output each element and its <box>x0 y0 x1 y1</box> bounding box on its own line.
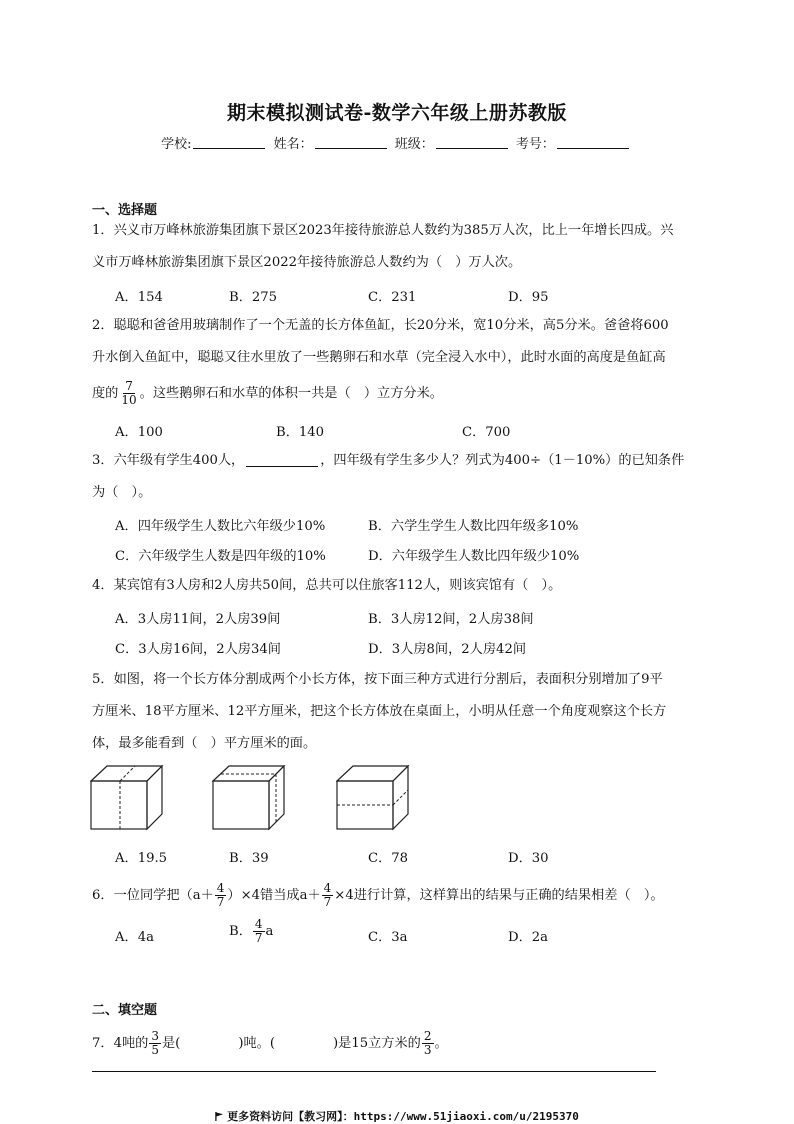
q3-line2: 为（ ）。 <box>92 485 152 500</box>
q2-line1: 2．聪聪和爸爸用玻璃制作了一个无盖的长方体鱼缸，长20分米，宽10分米，高5分米。爸爸将600 <box>92 318 669 333</box>
school-blank[interactable] <box>193 136 265 149</box>
q7-f1-den: 5 <box>151 1043 159 1057</box>
page-title: 期末模拟测试卷-数学六年级上册苏教版 <box>227 102 567 124</box>
q6-option-b-suffix: a <box>265 924 274 939</box>
q2-line3-post: 。这些鹅卵石和水草的体积一共是（ ）立方分米。 <box>139 386 443 401</box>
name-blank[interactable] <box>315 136 387 149</box>
cuboid-figure-horizontal-cut <box>336 765 410 831</box>
q6-line1 <box>92 882 712 909</box>
q1-option-c[interactable]: C．231 <box>368 290 417 305</box>
q1-line1: 1．兴义市万峰林旅游集团旗下景区2023年接待旅游总人数约为385万人次，比上一年增长四成。兴 <box>92 223 674 238</box>
q3-line1 <box>92 451 712 471</box>
q6-option-b-fraction <box>253 918 265 945</box>
q6-fraction-1 <box>215 882 227 909</box>
q2-frac-den: 10 <box>121 393 137 407</box>
q6-fraction-2 <box>322 882 334 909</box>
q4-option-b[interactable]: B．3人房12间，2人房38间 <box>368 612 534 627</box>
q6-optb-den: 7 <box>254 931 263 945</box>
number-label: 考号： <box>515 137 555 152</box>
q7-f2-den: 3 <box>423 1043 432 1057</box>
q6-option-a[interactable]: A．4a <box>115 930 154 945</box>
q7-f2-num: 2 <box>423 1029 432 1043</box>
q2-option-c[interactable]: C．700 <box>462 425 511 440</box>
q3-blank[interactable] <box>246 452 318 467</box>
school-label: 学校: <box>161 137 192 152</box>
q5-option-a[interactable]: A．19.5 <box>115 851 168 866</box>
q2-option-a[interactable]: A．100 <box>115 425 163 440</box>
q3-line1-pre: 3．六年级有学生400人， <box>92 453 245 468</box>
q4-line1: 4．某宾馆有3人房和2人房共50间，总共可以住旅客112人，则该宾馆有（ ）。 <box>92 578 562 593</box>
q5-option-d[interactable]: D．30 <box>508 851 549 866</box>
q3-line1-post: ，四年级有学生多少人？列式为400÷（1－10%）的已知条件 <box>320 453 685 468</box>
q7-fraction-2 <box>422 1030 434 1057</box>
q7-mid2: )吨。( <box>238 1036 275 1051</box>
student-info-row <box>0 133 794 152</box>
bottom-rule <box>92 1071 656 1072</box>
q7-pre: 7．4吨的 <box>92 1036 149 1051</box>
q2-frac-num: 7 <box>125 379 133 393</box>
q5-option-b[interactable]: B．39 <box>229 851 269 866</box>
q2-line3-pre: 度的 <box>92 386 119 401</box>
footer-text: 更多资料访问【教习网】：https://www.51jiaoxi.com/u/2195370 <box>227 1110 579 1123</box>
class-blank[interactable] <box>436 136 508 149</box>
number-blank[interactable] <box>557 136 629 149</box>
q6-frac1-den: 7 <box>216 895 225 909</box>
q6-mid2: ×4进行计算，这样算出的结果与正确的结果相差（ ）。 <box>334 888 664 903</box>
q4-option-c[interactable]: C．3人房16间，2人房34间 <box>115 642 281 657</box>
q6-option-b[interactable] <box>229 918 273 945</box>
q2-line2: 升水倒入鱼缸中，聪聪又往水里放了一些鹅卵石和水草（完全浸入水中），此时水面的高度是鱼缸高 <box>92 350 666 365</box>
q5-line3: 体，最多能看到（ ）平方厘米的面。 <box>92 736 317 751</box>
q3-option-a[interactable]: A．四年级学生人数比六年级少10% <box>115 519 326 534</box>
q1-line2: 义市万峰林旅游集团旗下景区2022年接待旅游总人数约为（ ）万人次。 <box>92 255 522 270</box>
name-label: 姓名： <box>273 137 313 152</box>
q5-line1: 5．如图，将一个长方体分割成两个小长方体，按下面三种方式进行分割后，表面积分别增加了9平 <box>92 672 663 687</box>
q3-option-b[interactable]: B．六学生学生人数比四年级多10% <box>368 519 579 534</box>
q2-option-b[interactable]: B．140 <box>276 425 325 440</box>
q7-mid1: 是( <box>161 1036 181 1051</box>
q1-option-d[interactable]: D．95 <box>508 290 549 305</box>
flag-icon <box>215 1112 224 1121</box>
footer-link[interactable] <box>0 1108 794 1124</box>
q4-option-d[interactable]: D．3人房8间，2人房42间 <box>368 642 527 657</box>
q6-optb-num: 4 <box>254 917 263 931</box>
q7-post: 。 <box>434 1036 448 1051</box>
q7-line1 <box>92 1030 712 1057</box>
q6-mid1: ）×4错当成a＋ <box>227 888 321 903</box>
q6-pre: 6．一位同学把（a＋ <box>92 888 214 903</box>
cuboid-figure-vertical-cut <box>90 765 164 831</box>
q7-mid3: )是15立方米的 <box>333 1036 421 1051</box>
q6-option-b-label: B． <box>229 924 252 939</box>
q2-fraction <box>119 380 138 407</box>
q6-frac2-num: 4 <box>323 881 332 895</box>
q6-option-d[interactable]: D．2a <box>508 930 549 945</box>
q5-line2: 方厘米、18平方厘米、12平方厘米，把这个长方体放在桌面上，小明从任意一个角度观察这个长方 <box>92 704 667 719</box>
q7-f1-num: 3 <box>151 1029 159 1043</box>
q7-fraction-1 <box>149 1030 161 1057</box>
q6-frac2-den: 7 <box>323 895 332 909</box>
class-label: 班级： <box>394 137 434 152</box>
q4-option-a[interactable]: A．3人房11间，2人房39间 <box>115 612 281 627</box>
q1-option-a[interactable]: A．154 <box>115 290 163 305</box>
section-fill-title: 二、填空题 <box>92 1003 158 1018</box>
cuboid-figure-front-cut <box>212 765 286 831</box>
q5-option-c[interactable]: C．78 <box>368 851 409 866</box>
q2-line3 <box>92 380 712 407</box>
q3-option-d[interactable]: D．六年级学生人数比四年级少10% <box>368 549 580 564</box>
q3-option-c[interactable]: C．六年级学生人数是四年级的10% <box>115 549 326 564</box>
q6-option-c[interactable]: C．3a <box>368 930 408 945</box>
q1-option-b[interactable]: B．275 <box>229 290 278 305</box>
q6-frac1-num: 4 <box>216 881 225 895</box>
section-choice-title: 一、选择题 <box>92 203 158 218</box>
